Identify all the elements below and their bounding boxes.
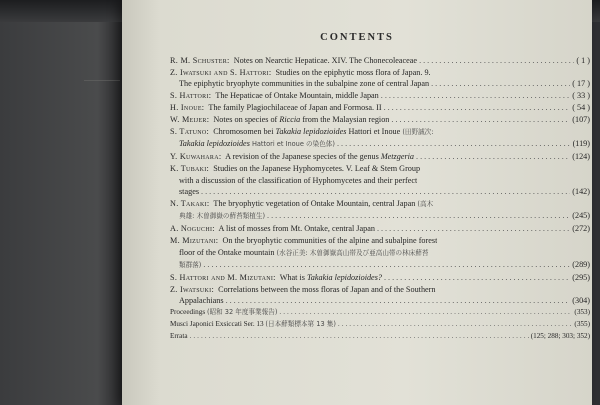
misc-label: Proceedings: [170, 308, 206, 317]
leader-dots: [338, 319, 573, 330]
entry-title-italic: Takakia lepidozioides?: [307, 272, 382, 282]
entry-title-italic: Riccia: [279, 115, 301, 125]
misc-page: (353): [574, 308, 590, 317]
entry-author: A. Noguchi:: [170, 224, 215, 234]
toc-entry: [170, 114, 590, 125]
entry-title-italic: Metzgeria: [380, 152, 415, 162]
entry-title: Studies on the Japanese Hyphomycetes. V. Leaf & Stem Group: [213, 164, 421, 174]
entry-page: ( 1 ): [576, 56, 590, 65]
entry-title: A list of mosses from Mt. Ontake, central Japan: [218, 224, 375, 234]
toc-entry: [170, 198, 590, 223]
entry-page: (245): [572, 211, 590, 221]
entry-author: M. Mizutani:: [170, 236, 219, 246]
entry-title-japanese: (水谷正美: 木曽御嶽高山帯及び亜高山帯の林床蘚苔: [276, 248, 429, 257]
entry-title-japanese: 典雄: 木曽御嶽の蘚苔類植生): [179, 212, 266, 221]
toc-misc-entry: [170, 319, 590, 330]
leader-dots: [377, 223, 570, 234]
entry-title: from the Malaysian region: [302, 115, 390, 125]
entry-title-italic: Takakia lepidozioides: [275, 126, 347, 136]
entry-title-italic: Takakia lepidozioides: [179, 139, 250, 149]
entry-page: (295): [572, 272, 590, 282]
leader-dots: [431, 78, 570, 89]
leader-dots: [416, 151, 570, 162]
toc-misc-entry: [170, 331, 590, 342]
entry-author: H. Inoue:: [170, 103, 205, 113]
toc-entry: [170, 235, 590, 271]
leader-dots: [201, 186, 570, 197]
entry-page: ( 54 ): [572, 103, 590, 113]
entry-author: W. Meijer:: [170, 115, 210, 125]
entry-author: Z. Iwatsuki:: [170, 284, 215, 294]
ghost-text-line: [84, 80, 120, 91]
entry-title: Notes on species of: [213, 115, 278, 125]
entry-page: (304): [572, 296, 590, 306]
entry-author: S. Hattori and M. Mizutani:: [170, 272, 276, 282]
entry-author: R. M. Schuster:: [170, 56, 230, 65]
entry-page: (289): [572, 259, 590, 269]
entry-title-japanese: (田野誠次:: [402, 127, 434, 136]
leader-dots: [384, 102, 571, 113]
entry-title-cont: Appalachians: [179, 296, 224, 306]
misc-label: Musci Japonici Exsiccati Ser. 13: [170, 319, 264, 328]
entry-author: Z. Iwatsuki and S. Hattori:: [170, 67, 272, 77]
misc-page: (125; 288; 303; 352): [530, 331, 590, 340]
misc-page: (355): [574, 319, 590, 328]
entry-title: A revision of the Japanese species of the genus: [225, 152, 379, 162]
entry-page: (142): [572, 186, 590, 196]
entry-title: The bryophytic vegetation of Ontake Mountain, central Japan: [213, 198, 416, 208]
entry-title-cont: The epiphytic bryophyte communities in the subalpine zone of central Japan: [179, 79, 430, 89]
entry-author: S. Hattori:: [170, 91, 212, 101]
entry-page: ( 33 ): [572, 91, 590, 101]
entry-page: ( 17 ): [572, 79, 590, 89]
entry-title: Notes on Nearctic Hepaticae. XIV. The Chonecoleaceae: [233, 56, 418, 65]
toc-entry: [170, 163, 590, 197]
toc-entry: [170, 151, 590, 162]
entry-page: (119): [572, 139, 590, 149]
entry-author: Y. Kuwahara:: [170, 152, 222, 162]
toc-entry: [170, 223, 590, 234]
leader-dots: [190, 331, 529, 342]
toc-entry: [170, 284, 590, 307]
leader-dots: [384, 272, 570, 283]
leader-dots: [381, 90, 570, 101]
entry-page: (124): [572, 152, 590, 162]
misc-japanese: (昭和 32 年度事業報告): [206, 308, 278, 317]
entry-title: Hattori et Inoue: [348, 126, 401, 136]
toc-entry: [170, 67, 590, 90]
entry-author: S. Tatuno:: [170, 126, 210, 136]
entry-title: Correlations between the moss floras of Japan and of the Southern: [218, 284, 436, 294]
entry-title-japanese: (高木: [417, 199, 434, 208]
leader-dots: [337, 138, 571, 149]
toc-entry: [170, 126, 590, 151]
leader-dots: [391, 114, 570, 125]
table-of-contents: [170, 55, 590, 343]
misc-japanese: (日本蘚類標本第 13 集): [265, 319, 336, 328]
entry-title: On the bryophytic communities of the alpine and subalpine forest: [222, 236, 438, 246]
leader-dots: [419, 55, 574, 66]
entry-title-cont: with a discussion of the classification of Hyphomycetes and their perfect: [179, 175, 418, 185]
entry-title-japanese: 類群落): [179, 260, 202, 269]
toc-entry: [170, 55, 590, 66]
entry-author: K. Tubaki:: [170, 164, 210, 174]
entry-title-cont: stages: [179, 186, 200, 196]
toc-entry: [170, 102, 590, 113]
toc-misc-entry: [170, 307, 590, 318]
leader-dots: [203, 259, 570, 270]
misc-label: Errata: [170, 331, 188, 340]
leader-dots: [226, 295, 571, 306]
entry-title: Studies on the epiphytic moss flora of Japan. 9.: [275, 67, 431, 77]
entry-title-cont: floor of the Ontake mountain: [179, 247, 275, 257]
entry-author: N. Takaki:: [170, 198, 210, 208]
page-title: CONTENTS: [320, 32, 394, 43]
entry-title: Chromosomen bei: [213, 126, 274, 136]
toc-entry: [170, 90, 590, 101]
entry-page: (272): [572, 224, 590, 234]
entry-title: The Hepaticae of Ontake Mountain, middle Japan: [215, 91, 379, 101]
entry-title-japanese: Hattori et Inoue の染色体): [251, 140, 335, 149]
previous-page-edge: [0, 22, 122, 405]
entry-page: (107): [572, 115, 590, 125]
toc-entry: [170, 272, 590, 283]
leader-dots: [279, 307, 572, 318]
contents-page: [122, 0, 592, 405]
entry-title: What is: [279, 272, 305, 282]
entry-title: The family Plagiochilaceae of Japan and Formosa. II: [208, 103, 382, 113]
leader-dots: [267, 210, 570, 221]
